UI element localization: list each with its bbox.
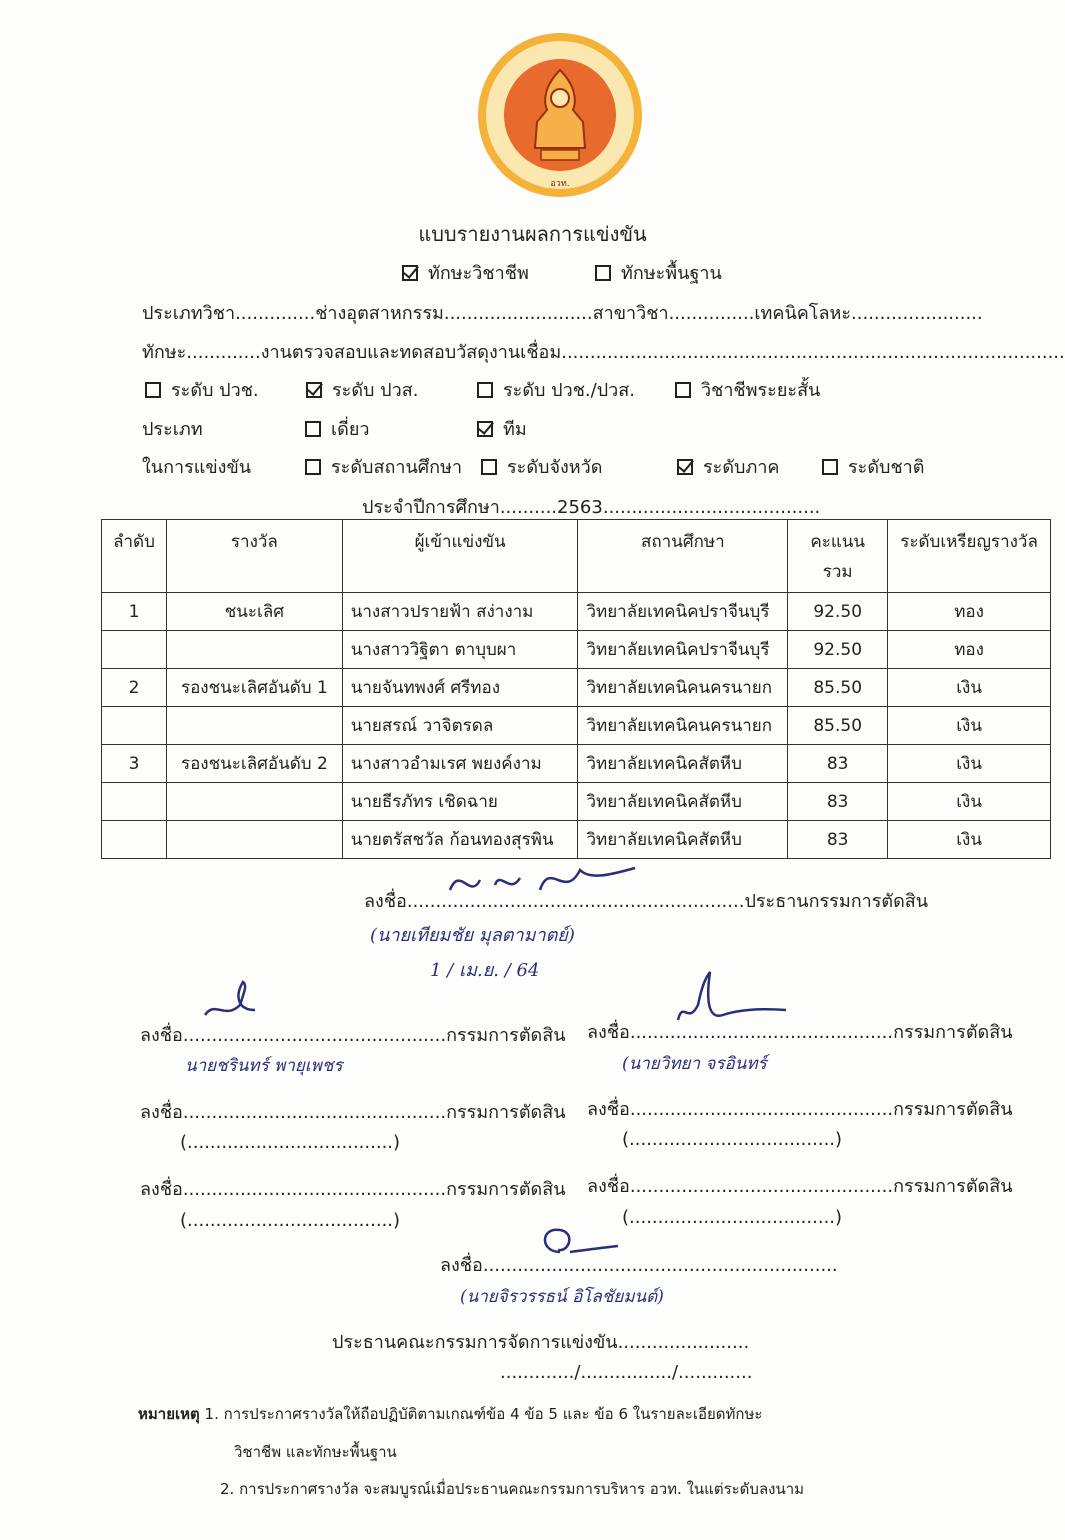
competition-province[interactable]: ระดับจังหวัด [481, 452, 602, 481]
table-row [102, 821, 1051, 859]
note-label: หมายเหตุ [138, 1405, 200, 1423]
cell-school: วิทยาลัยเทคนิคสัตหีบ [578, 745, 788, 783]
chair-date: 1 / เม.ย. / 64 [430, 960, 540, 981]
cell-competitor: นางสาววิฐิตา ตาบุบผา [342, 631, 578, 669]
judge-5-sign-line: ลงชื่อ..............................................กรรมการตัดสิน [140, 1179, 566, 1200]
organization-seal-logo [475, 30, 645, 200]
header-medal: ระดับเหรียญรางวัล [888, 520, 1051, 593]
cell-medal: เงิน [888, 707, 1051, 745]
cell-award [166, 631, 342, 669]
header-competitor: ผู้เข้าแข่งขัน [342, 520, 578, 593]
cell-award: รองชนะเลิศอันดับ 2 [166, 745, 342, 783]
cell-competitor: นายธีรภัทร เชิดฉาย [342, 783, 578, 821]
level-pvs[interactable]: ระดับ ปวส. [306, 375, 418, 404]
checkbox-empty-icon [481, 459, 497, 475]
cell-competitor: นางสาวปรายฟ้า สง่างาม [342, 593, 578, 631]
header-order: ลำดับ [102, 520, 167, 593]
cell-score: 83 [788, 783, 888, 821]
note-item-2: 2. การประกาศรางวัล จะสมบูรณ์เมื่อประธานคณะกรรมการบริหาร อวท. ในแต่ระดับลงนาม [220, 1480, 805, 1498]
table-header-row [102, 520, 1051, 593]
cell-score: 83 [788, 821, 888, 859]
cell-medal: เงิน [888, 669, 1051, 707]
judge-3-sign-line: ลงชื่อ..............................................กรรมการตัดสิน [140, 1102, 566, 1123]
skill-line: ทักษะ.............งานตรวจสอบและทดสอบวัสดุงานเชื่อม........................................................................................ [142, 342, 1065, 363]
checkbox-empty-icon [477, 382, 493, 398]
table-row [102, 783, 1051, 821]
judge-1-name: นายชรินทร์ พายุเพชร [185, 1056, 343, 1076]
cell-school: วิทยาลัยเทคนิคปราจีนบุรี [578, 631, 788, 669]
checkbox-checked-icon [477, 421, 493, 437]
seal-center-text: อวท. [550, 179, 570, 189]
table-row [102, 669, 1051, 707]
cell-medal: เงิน [888, 783, 1051, 821]
level-short-course[interactable]: วิชาชีพระยะสั้น [675, 375, 820, 404]
academic-year: ประจำปีการศึกษา..........2563...................................... [362, 497, 821, 518]
header-award: รางวัล [166, 520, 342, 593]
judge-1-signature-scribble [195, 980, 275, 1030]
cell-school: วิทยาลัยเทคนิคสัตหีบ [578, 821, 788, 859]
category-individual[interactable]: เดี่ยว [305, 414, 370, 443]
cell-score: 85.50 [788, 669, 888, 707]
judge-3-name-blank: (....................................) [180, 1132, 401, 1153]
cell-order [102, 821, 167, 859]
cell-award: รองชนะเลิศอันดับ 1 [166, 669, 342, 707]
results-table [101, 519, 1051, 859]
cell-medal: ทอง [888, 631, 1051, 669]
skill-type-basic[interactable]: ทักษะพื้นฐาน [595, 258, 722, 287]
checkbox-checked-icon [402, 265, 418, 281]
cell-order [102, 631, 167, 669]
judge-1-sign-line: ลงชื่อ..............................................กรรมการตัดสิน [140, 1025, 566, 1046]
organizer-name: (นายจิรวรรธน์ อิโลชัยมนต์) [460, 1287, 664, 1307]
judge-4-sign-line: ลงชื่อ..............................................กรรมการตัดสิน [587, 1099, 1013, 1120]
cell-order [102, 783, 167, 821]
checkbox-empty-icon [675, 382, 691, 398]
skill-type-professional[interactable]: ทักษะวิชาชีพ [402, 258, 529, 287]
field-line: ประเภทวิชา..............ช่างอุตสาหกรรม..........................สาขาวิชา...............เทคนิคโลหะ....................... [142, 303, 983, 324]
checkbox-empty-icon [305, 421, 321, 437]
judge-6-name-blank: (....................................) [622, 1207, 843, 1228]
cell-order [102, 707, 167, 745]
checkbox-empty-icon [595, 265, 611, 281]
cell-school: วิทยาลัยเทคนิคนครนายก [578, 707, 788, 745]
cell-school: วิทยาลัยเทคนิคนครนายก [578, 669, 788, 707]
cell-score: 83 [788, 745, 888, 783]
judge-4-name-blank: (....................................) [622, 1129, 843, 1150]
competition-label: ในการแข่งขัน [142, 457, 252, 478]
judge-6-sign-line: ลงชื่อ..............................................กรรมการตัดสิน [587, 1176, 1013, 1197]
checkbox-empty-icon [145, 382, 161, 398]
cell-order: 3 [102, 745, 167, 783]
level-pvc[interactable]: ระดับ ปวช. [145, 375, 259, 404]
cell-order: 1 [102, 593, 167, 631]
table-row [102, 593, 1051, 631]
table-row [102, 707, 1051, 745]
cell-medal: เงิน [888, 745, 1051, 783]
category-label: ประเภท [142, 419, 203, 440]
cell-competitor: นายจันทพงศ์ ศรีทอง [342, 669, 578, 707]
header-score: คะแนน รวม [788, 520, 888, 593]
judge-2-sign-line: ลงชื่อ..............................................กรรมการตัดสิน [587, 1022, 1013, 1043]
competition-national[interactable]: ระดับชาติ [822, 452, 924, 481]
table-row [102, 631, 1051, 669]
note-item-1-continued: วิชาชีพ และทักษะพื้นฐาน [234, 1443, 397, 1461]
cell-award [166, 821, 342, 859]
checkbox-checked-icon [677, 459, 693, 475]
cell-score: 85.50 [788, 707, 888, 745]
cell-award: ชนะเลิศ [166, 593, 342, 631]
cell-medal: ทอง [888, 593, 1051, 631]
organizer-date-blank: ............./................/............. [500, 1362, 753, 1383]
cell-order: 2 [102, 669, 167, 707]
cell-school: วิทยาลัยเทคนิคสัตหีบ [578, 783, 788, 821]
level-pvc-pvs[interactable]: ระดับ ปวช./ปวส. [477, 375, 635, 404]
chair-sign-line: ลงชื่อ...........................................................ประธานกรรมการตัดสิน [364, 891, 929, 912]
cell-medal: เงิน [888, 821, 1051, 859]
table-row [102, 745, 1051, 783]
cell-award [166, 783, 342, 821]
checkbox-empty-icon [305, 459, 321, 475]
checkbox-checked-icon [306, 382, 322, 398]
cell-score: 92.50 [788, 593, 888, 631]
category-team[interactable]: ทีม [477, 414, 527, 443]
chair-name: (นายเทียมชัย มุลตามาตย์) [370, 925, 575, 946]
cell-competitor: นายตรัสชวัล ก้อนทองสุรพิน [342, 821, 578, 859]
judge-2-name: (นายวิทยา จรอินทร์ [622, 1054, 767, 1074]
cell-score: 92.50 [788, 631, 888, 669]
header-school: สถานศึกษา [578, 520, 788, 593]
cell-school: วิทยาลัยเทคนิคปราจีนบุรี [578, 593, 788, 631]
cell-award [166, 707, 342, 745]
judge-5-name-blank: (....................................) [180, 1210, 401, 1231]
cell-competitor: นางสาวอำมเรศ พยงค์งาม [342, 745, 578, 783]
organizer-sign-line: ลงชื่อ.............................................................. [440, 1255, 838, 1276]
cell-competitor: นายสรณ์ วาจิตรดล [342, 707, 578, 745]
competition-region[interactable]: ระดับภาค [677, 452, 779, 481]
note-item-1: หมายเหตุ 1. การประกาศรางวัลให้ถือปฏิบัติตามเกณฑ์ข้อ 4 ข้อ 5 และ ข้อ 6 ในรายละเอียดทักษะ [138, 1405, 763, 1423]
competition-school[interactable]: ระดับสถานศึกษา [305, 452, 462, 481]
checkbox-empty-icon [822, 459, 838, 475]
organizer-role: ประธานคณะกรรมการจัดการแข่งขัน....................... [332, 1332, 750, 1353]
judge-2-signature-scribble [668, 970, 788, 1030]
page-title: แบบรายงานผลการแข่งขัน [418, 222, 647, 246]
chair-signature-scribble [440, 860, 640, 905]
